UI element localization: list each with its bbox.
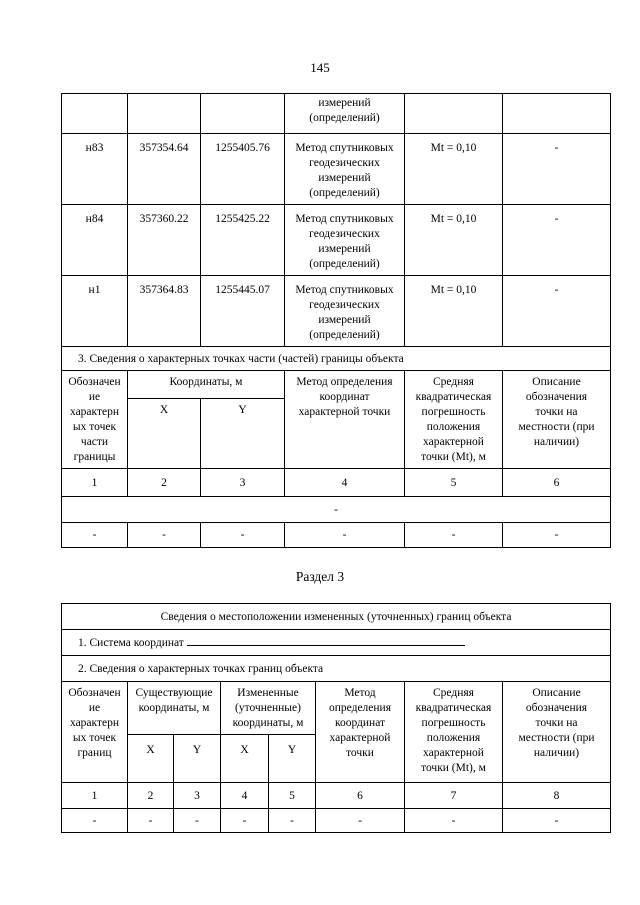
empty-cell: - <box>128 523 201 548</box>
header-changed: Измененные (уточненные) координаты, м <box>221 682 316 735</box>
column-number: 1 <box>62 783 128 809</box>
header-y: Y <box>269 735 316 783</box>
section-heading: Раздел 3 <box>295 569 345 584</box>
method-cell: измерений (определений) <box>285 94 405 134</box>
y-cell: 1255425.22 <box>201 205 285 276</box>
empty-cell: - <box>405 523 503 548</box>
empty-cell: - <box>269 809 316 833</box>
coord-system-label: 1. Система координат <box>78 637 184 649</box>
header-row <box>62 682 611 735</box>
column-numbers-row <box>62 469 611 497</box>
accuracy-cell: Mt = 0,10 <box>405 276 503 347</box>
column-number: 1 <box>62 469 128 497</box>
header-accuracy: Средняя квадратическая погрешность положения характерной точки (Mt), м <box>405 371 503 469</box>
column-number: 6 <box>503 469 611 497</box>
section-title-row <box>62 347 611 371</box>
coord-system-underline <box>187 635 465 646</box>
y-cell: 1255405.76 <box>201 134 285 205</box>
header-method: Метод определения координат характерной точки <box>316 682 405 783</box>
point-cell: н84 <box>62 205 128 276</box>
section-title-row <box>62 656 611 682</box>
header-x: X <box>128 399 201 469</box>
empty-cell: - <box>62 809 128 833</box>
title-row <box>62 604 611 630</box>
header-accuracy: Средняя квадратическая погрешность положения характерной точки (Mt), м <box>405 682 503 783</box>
header-method: Метод определения координат характерной точки <box>285 371 405 469</box>
y-cell: 1255445.07 <box>201 276 285 347</box>
header-designation: Обозначен ие характерн ых точек части границы <box>62 371 128 469</box>
empty-cell: - <box>201 523 285 548</box>
table-row <box>62 134 611 205</box>
empty-cell: - <box>285 523 405 548</box>
table-row <box>62 205 611 276</box>
header-designation: Обозначен ие характерн ых точек границ <box>62 682 128 783</box>
description-cell: - <box>503 205 611 276</box>
header-description: Описание обозначения точки на местности (при наличии) <box>503 682 611 783</box>
column-number: 5 <box>405 469 503 497</box>
table-row <box>62 809 611 833</box>
method-cell: Метод спутниковых геодезических измерений (определений) <box>285 276 405 347</box>
coord-system-row <box>62 630 611 656</box>
empty-cell: - <box>174 809 221 833</box>
empty-cell: - <box>221 809 269 833</box>
header-existing: Существующие координаты, м <box>128 682 221 735</box>
header-x: X <box>128 735 174 783</box>
column-number: 8 <box>503 783 611 809</box>
x-cell: 357354.64 <box>128 134 201 205</box>
column-number: 2 <box>128 783 174 809</box>
merged-dash-row <box>62 497 611 523</box>
column-number: 6 <box>316 783 405 809</box>
section-title: 2. Сведения о характерных точках границ объекта <box>62 656 611 682</box>
section-title: 3. Сведения о характерных точках части (частей) границы объекта <box>62 347 611 371</box>
method-cell: Метод спутниковых геодезических измерений (определений) <box>285 205 405 276</box>
accuracy-cell: Mt = 0,10 <box>405 205 503 276</box>
column-number: 2 <box>128 469 201 497</box>
empty-cell: - <box>316 809 405 833</box>
page-number: 145 <box>310 60 330 75</box>
accuracy-cell: Mt = 0,10 <box>405 134 503 205</box>
table-row <box>62 523 611 548</box>
header-y: Y <box>174 735 221 783</box>
empty-cell: - <box>503 809 611 833</box>
changed-boundaries-table <box>61 603 611 833</box>
header-y: Y <box>201 399 285 469</box>
column-numbers-row <box>62 783 611 809</box>
table-title: Сведения о местоположении измененных (уточненных) границ объекта <box>62 604 611 630</box>
column-number: 3 <box>174 783 221 809</box>
description-cell: - <box>503 276 611 347</box>
header-x: X <box>221 735 269 783</box>
method-cell: Метод спутниковых геодезических измерений (определений) <box>285 134 405 205</box>
empty-cell: - <box>62 523 128 548</box>
coord-system <box>62 630 611 656</box>
header-row <box>62 371 611 399</box>
merged-dash-cell: - <box>62 497 611 523</box>
header-description: Описание обозначения точки на местности (при наличии) <box>503 371 611 469</box>
header-coordinates: Координаты, м <box>128 371 285 399</box>
point-cell: н83 <box>62 134 128 205</box>
empty-cell: - <box>128 809 174 833</box>
empty-cell: - <box>405 809 503 833</box>
column-number: 7 <box>405 783 503 809</box>
boundary-points-table <box>61 93 611 548</box>
empty-cell: - <box>503 523 611 548</box>
column-number: 3 <box>201 469 285 497</box>
x-cell: 357364.83 <box>128 276 201 347</box>
description-cell: - <box>503 134 611 205</box>
x-cell: 357360.22 <box>128 205 201 276</box>
column-number: 5 <box>269 783 316 809</box>
table-row <box>62 94 611 134</box>
table-row <box>62 276 611 347</box>
column-number: 4 <box>221 783 269 809</box>
column-number: 4 <box>285 469 405 497</box>
point-cell: н1 <box>62 276 128 347</box>
